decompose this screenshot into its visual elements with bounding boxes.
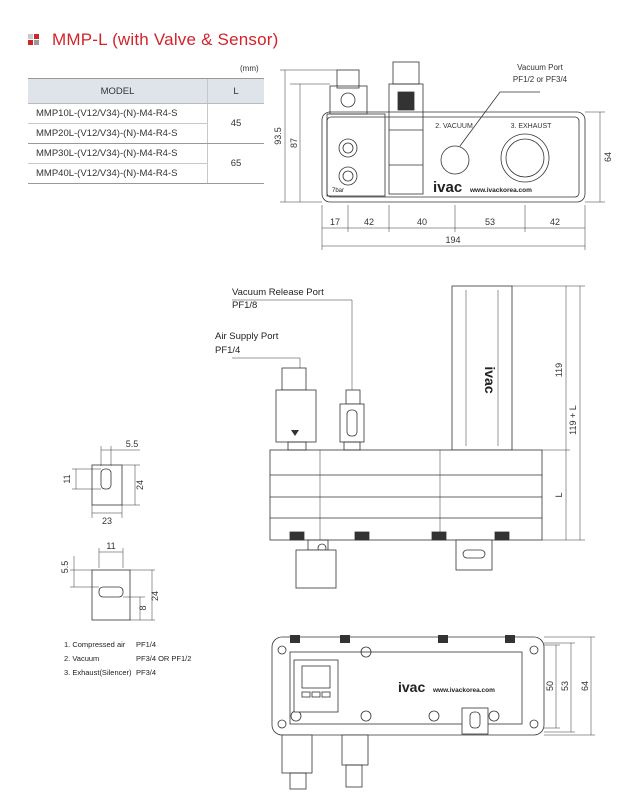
dim-label: 87 bbox=[289, 137, 299, 149]
bottom-sensor bbox=[456, 540, 492, 570]
port-notes bbox=[64, 640, 191, 682]
list-item bbox=[64, 640, 191, 654]
leader-line bbox=[232, 358, 300, 368]
bottom-valve bbox=[296, 550, 336, 588]
note-label: 3. Exhaust(Silencer) bbox=[64, 668, 132, 677]
dim-label: 5.5 bbox=[125, 439, 139, 449]
brand-logo: ivac bbox=[433, 179, 463, 196]
valve-knob-icon bbox=[341, 93, 355, 107]
dim-label: L bbox=[554, 492, 564, 498]
release-port-label: Vacuum Release Port bbox=[232, 287, 324, 298]
brand-logo: ivac bbox=[482, 366, 498, 394]
dim-label: 53 bbox=[484, 217, 496, 227]
note-value: PF3/4 bbox=[136, 668, 157, 677]
leader-line bbox=[232, 300, 352, 390]
column-header-l: L bbox=[208, 79, 265, 104]
model-cell: MMP40L-(V12/V34)-(N)-M4-R4-S bbox=[28, 164, 208, 184]
note-value: PF1/4 bbox=[136, 640, 157, 649]
page-title: MMP-L (with Valve & Sensor) bbox=[52, 30, 279, 49]
note-label: 2. Vacuum bbox=[64, 654, 100, 663]
dim-label: 64 bbox=[603, 151, 613, 163]
model-cell: MMP30L-(V12/V34)-(N)-M4-R4-S bbox=[28, 144, 208, 164]
connector-icon bbox=[398, 92, 414, 110]
vacuum-port-label: Vacuum Port bbox=[517, 63, 563, 72]
dim-label: 17 bbox=[329, 217, 341, 227]
valve-cap bbox=[337, 70, 359, 88]
dim-label: 53 bbox=[560, 680, 570, 692]
column-header-model: MODEL bbox=[28, 79, 208, 104]
list-item bbox=[64, 654, 191, 668]
detail-a bbox=[62, 439, 145, 526]
front-view bbox=[273, 62, 613, 250]
dim-label: 23 bbox=[101, 516, 113, 526]
dim-label: 42 bbox=[363, 217, 375, 227]
supply-port-spec: PF1/4 bbox=[215, 345, 241, 356]
detail-b bbox=[60, 541, 160, 620]
model-cell: MMP20L-(V12/V34)-(N)-M4-R4-S bbox=[28, 124, 208, 144]
release-fitting bbox=[346, 390, 360, 404]
l-value-cell: 65 bbox=[208, 144, 265, 184]
dim-label: 24 bbox=[150, 590, 160, 602]
list-item bbox=[64, 668, 191, 682]
dim-label: 119 + L bbox=[568, 405, 578, 435]
face-label-vacuum: 2. VACUUM bbox=[435, 123, 473, 130]
dim-total-label: 194 bbox=[445, 235, 461, 245]
brand-logo: ivac bbox=[398, 679, 426, 695]
l-value-cell: 45 bbox=[208, 104, 265, 144]
model-cell: MMP10L-(V12/V34)-(N)-M4-R4-S bbox=[28, 104, 208, 124]
dim-label: 93.5 bbox=[273, 127, 283, 145]
website-label: www.ivackorea.com bbox=[433, 687, 495, 694]
dim-label: 11 bbox=[62, 474, 72, 484]
solenoid-connector bbox=[282, 368, 306, 390]
gauge-label: 7bar bbox=[332, 188, 345, 194]
valve-head bbox=[330, 86, 367, 114]
side-view bbox=[215, 286, 585, 588]
dim-label: 64 bbox=[580, 680, 590, 692]
dim-label: 5.5 bbox=[60, 560, 70, 574]
dim-label: 50 bbox=[545, 680, 555, 692]
dim-label: 40 bbox=[416, 217, 428, 227]
ejector-cartridge bbox=[452, 286, 512, 450]
connector-top bbox=[393, 62, 419, 84]
supply-port-label: Air Supply Port bbox=[215, 331, 279, 342]
note-label: 1. Compressed air bbox=[64, 640, 126, 649]
website-label: www.ivackorea.com bbox=[470, 187, 532, 194]
dim-label: 11 bbox=[106, 541, 116, 551]
release-port-spec: PF1/8 bbox=[232, 300, 258, 311]
pressure-sensor bbox=[294, 660, 338, 712]
dim-label: 119 bbox=[554, 362, 564, 378]
dim-label: 42 bbox=[549, 217, 561, 227]
dim-label: 24 bbox=[135, 479, 145, 491]
dim-label: 8 bbox=[138, 605, 148, 611]
top-view bbox=[272, 635, 595, 789]
manifold-stack bbox=[270, 450, 542, 540]
note-value: PF3/4 OR PF1/2 bbox=[136, 654, 192, 663]
unit-label: (mm) bbox=[240, 64, 259, 73]
vacuum-port-spec: PF1/2 or PF3/4 bbox=[512, 75, 568, 84]
face-label-exhaust: 3. EXHAUST bbox=[510, 123, 552, 130]
